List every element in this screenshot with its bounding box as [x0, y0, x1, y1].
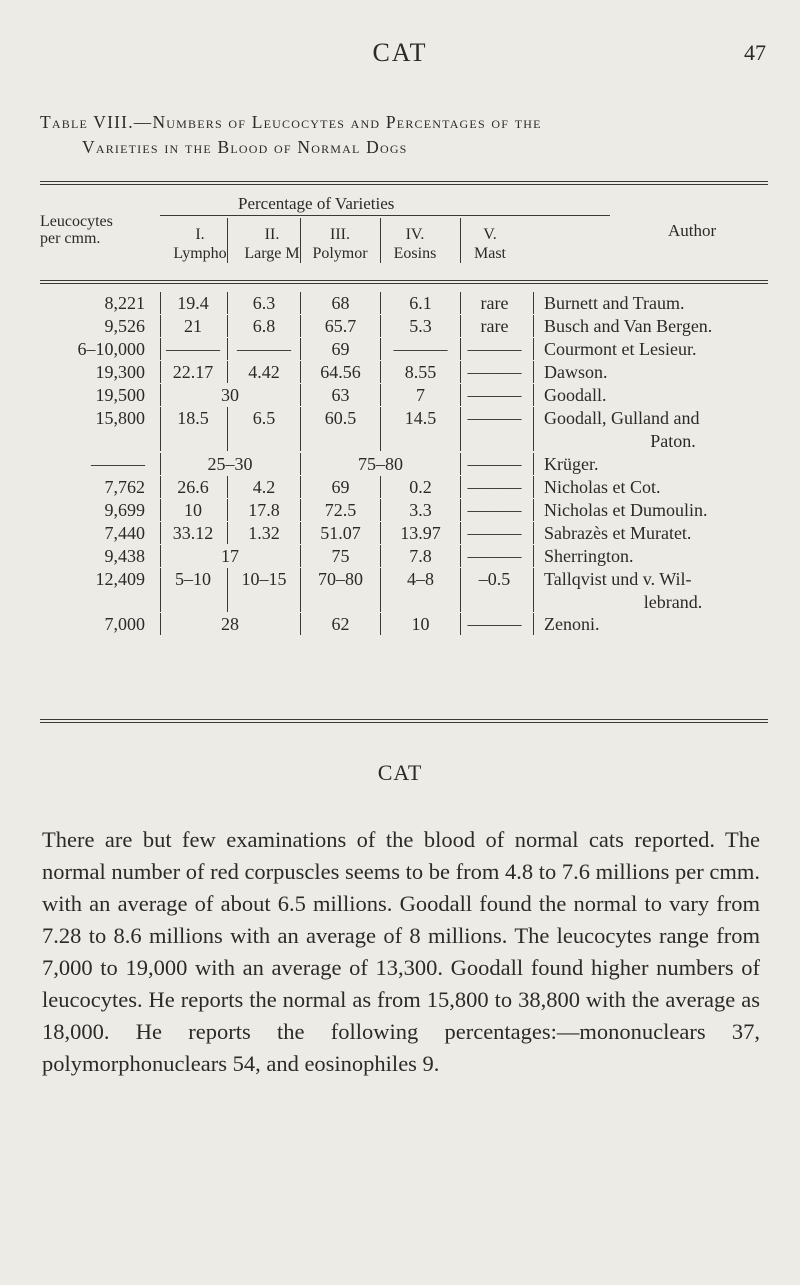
- column-divider: [160, 568, 161, 612]
- column-divider: [460, 476, 461, 498]
- variety-value: ———: [237, 339, 291, 359]
- column-divider: [380, 384, 381, 406]
- table-caption-line2: Varieties in the Blood of Normal Dogs: [82, 137, 408, 157]
- column-divider: [227, 568, 228, 612]
- variety-value: 26.6: [177, 477, 209, 497]
- variety-value: 17.8: [248, 500, 280, 520]
- page-number: 47: [744, 40, 766, 65]
- variety-value: 7.8: [409, 546, 432, 566]
- leucocyte-count: 15,800: [95, 408, 145, 428]
- column-divider: [460, 613, 461, 635]
- column-divider: [533, 522, 534, 544]
- variety-value: 4–8: [407, 569, 434, 589]
- column-divider: [300, 292, 301, 314]
- column-divider: [380, 315, 381, 337]
- column-divider: [300, 568, 301, 612]
- variety-value: –0.5: [478, 569, 511, 589]
- leuco-header-line2: per cmm.: [40, 230, 101, 247]
- leucocyte-count: 6–10,000: [77, 339, 145, 359]
- column-divider: [460, 568, 461, 612]
- author-name: Nicholas et Cot.: [544, 477, 661, 497]
- author-header: Author: [668, 221, 717, 240]
- variety-value: 6.5: [252, 408, 276, 428]
- group-header: Percentage of Varieties: [238, 194, 395, 213]
- column-divider: [160, 522, 161, 544]
- variety-value: 4.42: [248, 362, 280, 382]
- variety-value: 6.1: [409, 293, 432, 313]
- variety-value: ———: [393, 339, 448, 359]
- column-divider: [533, 476, 534, 498]
- leucocyte-count: 19,500: [95, 385, 145, 405]
- author-name: Sabrazès et Muratet.: [544, 523, 692, 543]
- leucocyte-count: 7,440: [104, 523, 145, 543]
- variety-value: 60.5: [324, 408, 357, 428]
- column-divider: [533, 315, 534, 337]
- column-divider: [380, 545, 381, 567]
- variety-value: 72.5: [324, 500, 357, 520]
- variety-value: 28: [221, 614, 239, 634]
- variety-value: ———: [467, 454, 522, 474]
- variety-name: Polymor: [312, 245, 368, 262]
- author-name: Tallqvist und v. Wil-: [544, 569, 692, 589]
- column-divider: [160, 613, 161, 635]
- variety-value: 51.07: [320, 523, 361, 543]
- leucocyte-count: 9,438: [104, 546, 145, 566]
- variety-value: 10: [411, 614, 430, 634]
- column-divider: [300, 384, 301, 406]
- variety-value: 0.2: [409, 477, 432, 497]
- variety-value: ———: [467, 408, 522, 428]
- header-column-divider: [300, 218, 301, 263]
- variety-value: 10: [184, 500, 202, 520]
- author-name: Dawson.: [544, 362, 608, 382]
- variety-numeral: V.: [483, 226, 497, 243]
- variety-value: ———: [467, 500, 522, 520]
- column-divider: [227, 338, 228, 360]
- variety-value: 25–30: [207, 454, 253, 474]
- column-divider: [460, 545, 461, 567]
- variety-value: 75: [331, 546, 350, 566]
- variety-value: 6.3: [252, 293, 276, 313]
- section-title: CAT: [377, 760, 423, 785]
- column-divider: [460, 361, 461, 383]
- column-divider: [460, 292, 461, 314]
- author-name: Zenoni.: [544, 614, 600, 634]
- leucocyte-count: 9,699: [104, 500, 145, 520]
- column-divider: [533, 545, 534, 567]
- column-divider: [300, 499, 301, 521]
- column-divider: [533, 292, 534, 314]
- variety-value: 21: [184, 316, 202, 336]
- leucocyte-count: 12,409: [95, 569, 145, 589]
- leucocyte-count: ———: [91, 454, 145, 474]
- variety-value: 30: [221, 385, 239, 405]
- column-divider: [460, 338, 461, 360]
- column-divider: [300, 407, 301, 451]
- variety-value: ———: [467, 362, 522, 382]
- author-name: Burnett and Traum.: [544, 293, 685, 313]
- author-name: Courmont et Lesieur.: [544, 339, 697, 359]
- variety-value: 62: [331, 614, 350, 634]
- column-divider: [380, 361, 381, 383]
- column-divider: [160, 453, 161, 475]
- variety-name: Eosins: [393, 245, 437, 262]
- column-divider: [160, 338, 161, 360]
- column-divider: [160, 292, 161, 314]
- column-divider: [160, 545, 161, 567]
- variety-value: 64.56: [320, 362, 361, 382]
- variety-value: 69: [331, 339, 350, 359]
- column-divider: [533, 568, 534, 612]
- column-divider: [533, 613, 534, 635]
- column-divider: [380, 613, 381, 635]
- running-title: CAT: [372, 38, 428, 67]
- column-divider: [300, 545, 301, 567]
- column-divider: [380, 338, 381, 360]
- column-divider: [227, 499, 228, 521]
- variety-numeral: III.: [330, 226, 350, 243]
- column-divider: [227, 315, 228, 337]
- variety-value: rare: [480, 316, 509, 336]
- header-column-divider: [460, 218, 461, 263]
- column-divider: [380, 292, 381, 314]
- column-divider: [160, 407, 161, 451]
- column-divider: [460, 499, 461, 521]
- column-divider: [300, 476, 301, 498]
- variety-numeral: I.: [195, 226, 205, 243]
- variety-value: 22.17: [172, 362, 214, 382]
- variety-value: 7: [416, 385, 425, 405]
- column-divider: [227, 292, 228, 314]
- column-divider: [300, 453, 301, 475]
- author-name-continued: lebrand.: [643, 592, 703, 612]
- variety-value: 63: [331, 385, 350, 405]
- variety-value: rare: [480, 293, 509, 313]
- leucocyte-count: 9,526: [104, 316, 145, 336]
- author-name: Krüger.: [544, 454, 599, 474]
- variety-value: ———: [166, 339, 220, 359]
- column-divider: [300, 361, 301, 383]
- column-divider: [380, 499, 381, 521]
- variety-value: 75–80: [358, 454, 403, 474]
- column-divider: [227, 361, 228, 383]
- variety-value: 5–10: [175, 569, 211, 589]
- column-divider: [460, 522, 461, 544]
- column-divider: [533, 407, 534, 451]
- column-divider: [533, 384, 534, 406]
- variety-value: 8.55: [404, 362, 437, 382]
- variety-value: ———: [467, 523, 522, 543]
- column-divider: [533, 453, 534, 475]
- variety-value: 33.12: [172, 523, 214, 543]
- column-divider: [160, 315, 161, 337]
- column-divider: [533, 338, 534, 360]
- column-divider: [160, 476, 161, 498]
- variety-value: ———: [467, 614, 522, 634]
- leuco-header-line1: Leucocytes: [40, 213, 113, 230]
- author-name: Goodall.: [544, 385, 607, 405]
- variety-value: 1.32: [248, 523, 280, 543]
- variety-value: 5.3: [409, 316, 432, 336]
- variety-value: 18.5: [177, 408, 209, 428]
- variety-value: 69: [331, 477, 350, 497]
- variety-value: 14.5: [404, 408, 437, 428]
- variety-value: 3.3: [409, 500, 432, 520]
- column-divider: [300, 522, 301, 544]
- column-divider: [227, 476, 228, 498]
- variety-numeral: II.: [264, 226, 280, 243]
- variety-value: ———: [467, 385, 522, 405]
- body-paragraph: There are but few examinations of the blood of normal cats reported. The normal number of red corpuscles seems to be from 4.8 to 7.6 millions per cmm. with an average of about 6.5 millions. Goodall found the normal to vary from 7.28 to 8.6 millions with an average of 8 millions. The leucocytes range from 7,000 to 19,000 with an average of 13,300. Goodall found higher numbers of leucocytes. He reports the normal as from 15,800 to 38,800 with the average as 18,000. He reports the following percentages:—mononuclears 37, polymorphonuclears 54, and eosinophiles 9.: [42, 827, 760, 1076]
- column-divider: [460, 315, 461, 337]
- column-divider: [460, 453, 461, 475]
- variety-value: 6.8: [252, 316, 276, 336]
- variety-value: 13.97: [400, 523, 441, 543]
- author-name: Busch and Van Bergen.: [544, 316, 713, 336]
- column-divider: [160, 384, 161, 406]
- column-divider: [460, 407, 461, 451]
- author-name: Nicholas et Dumoulin.: [544, 500, 708, 520]
- variety-value: 68: [331, 293, 350, 313]
- column-divider: [300, 338, 301, 360]
- column-divider: [160, 361, 161, 383]
- variety-name: Mast: [474, 245, 506, 262]
- column-divider: [380, 522, 381, 544]
- leucocyte-count: 19,300: [95, 362, 145, 382]
- leucocyte-count: 7,762: [104, 477, 145, 497]
- column-divider: [300, 613, 301, 635]
- variety-value: 17: [221, 546, 239, 566]
- column-divider: [380, 407, 381, 451]
- header-column-divider: [380, 218, 381, 263]
- variety-value: 70–80: [318, 569, 363, 589]
- variety-name: Large M: [244, 245, 300, 262]
- column-divider: [160, 499, 161, 521]
- column-divider: [533, 499, 534, 521]
- leucocyte-count: 8,221: [104, 293, 145, 313]
- variety-value: ———: [467, 477, 522, 497]
- column-divider: [227, 407, 228, 451]
- column-divider: [227, 522, 228, 544]
- variety-value: 19.4: [177, 293, 209, 313]
- column-divider: [460, 384, 461, 406]
- author-name: Sherrington.: [544, 546, 634, 566]
- variety-value: ———: [467, 546, 522, 566]
- author-name: Goodall, Gulland and: [544, 408, 700, 428]
- variety-value: ———: [467, 339, 522, 359]
- header-column-divider: [227, 218, 228, 263]
- variety-value: 65.7: [324, 316, 357, 336]
- column-divider: [380, 476, 381, 498]
- variety-value: 10–15: [241, 569, 287, 589]
- table-caption-line1: Table VIII.—Numbers of Leucocytes and Percentages of the: [40, 112, 542, 132]
- variety-value: 4.2: [252, 477, 276, 497]
- variety-name: Lympho: [173, 245, 227, 262]
- leucocyte-count: 7,000: [104, 614, 145, 634]
- column-divider: [300, 315, 301, 337]
- column-divider: [380, 568, 381, 612]
- variety-numeral: IV.: [405, 226, 425, 243]
- column-divider: [533, 361, 534, 383]
- author-name-continued: Paton.: [650, 431, 696, 451]
